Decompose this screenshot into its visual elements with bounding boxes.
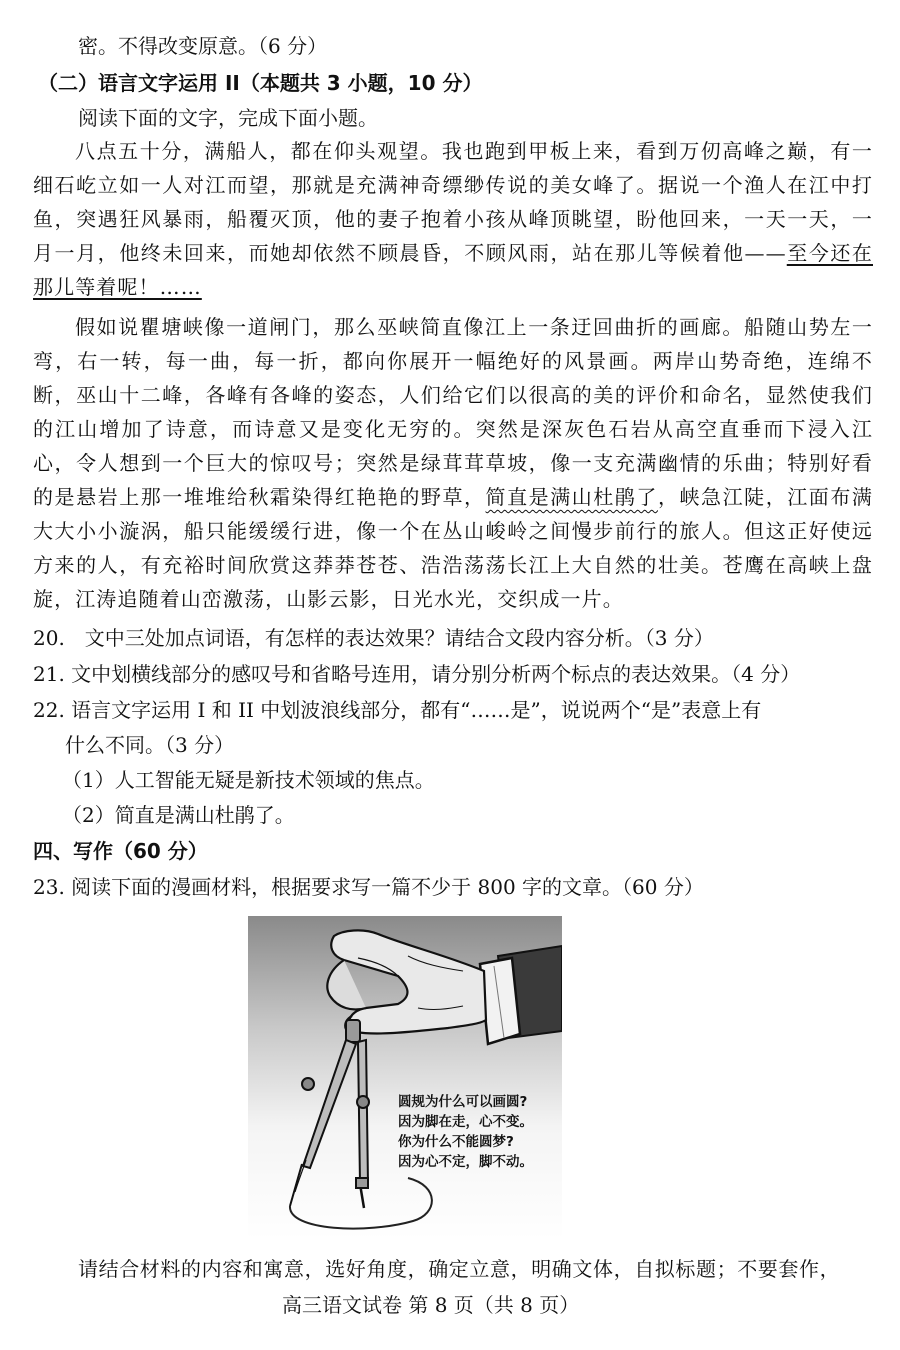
passage-paragraph-2-text-before: 假如说瞿塘峡像一道闸门，那么巫峡简直像江上一条迂回曲折的画廊。船随山势左一弯，右一转，每一曲，每一折，都向你展开一幅绝好的风景画。两岸山势奇绝，连绵不断，巫山十二峰，各峰有各峰的姿态，人们给它们以很高的美的评价和命名，显然使我们的江山增加了诗意，而诗意又是变化无穷的。突然是深灰色石岩从高空直垂而下浸入江心，令人想到一个巨大的惊叹号；突然是绿茸茸草坡，像一支充满幽情的乐曲；特别好看的是悬岩上那一堆堆给秋霜染得红艳艳的野草， <box>33 315 873 509</box>
caption-line-3: 你为什么不能圆梦? <box>398 1134 514 1150</box>
caption-line-1: 圆规为什么可以画圆? <box>398 1094 528 1110</box>
underlined-sentence: 至今还在那儿等着呢！…… <box>33 241 873 299</box>
question-23: 23. 阅读下面的漫画材料，根据要求写一篇不少于 800 字的文章。（60 分） <box>33 875 704 899</box>
top-line: 密。不得改变原意。（6 分） <box>78 34 328 58</box>
question-22-line-1: 22. 语言文字运用 I 和 II 中划波浪线部分，都有“……是”，说说两个“是”表意上有 <box>33 698 762 722</box>
section-4-heading: 四、写作（60 分） <box>33 839 208 863</box>
question-22-item-2: （2）简直是满山杜鹃了。 <box>62 803 295 827</box>
question-21: 21. 文中划横线部分的感叹号和省略号连用，请分别分析两个标点的表达效果。（4 分） <box>33 662 801 686</box>
wavy-underlined-phrase: 简直是满山杜鹃了 <box>485 485 658 509</box>
section-2-heading: （二）语言文字运用 II（本题共 3 小题，10 分） <box>38 71 483 95</box>
page-footer: 高三语文试卷 第 8 页（共 8 页） <box>282 1293 580 1317</box>
compass-cartoon-drawing <box>248 916 562 1240</box>
sleeve-cuff <box>480 946 562 1044</box>
passage-paragraph-1-text: 八点五十分，满船人，都在仰头观望。我也跑到甲板上来，看到万仞高峰之巅，有一细石屹立如一人对江而望，那就是充满神奇缥缈传说的美女峰了。据说一个渔人在江中打鱼，突遇狂风暴雨，船覆灭顶，他的妻子抱着小孩从峰顶眺望，盼他回来，一天一天，一月一月，他终未回来，而她却依然不顾晨昏，不顾风雨，站在那儿等候着他—— <box>33 139 873 265</box>
question-22-item-1: （1）人工智能无疑是新技术领域的焦点。 <box>62 768 435 792</box>
passage-paragraph-2 <box>33 310 873 616</box>
caption-line-4: 因为心不定，脚不动。 <box>398 1154 533 1170</box>
passage-paragraph-1 <box>33 134 873 304</box>
compass-cartoon <box>248 916 562 1240</box>
passage-paragraph-2-text-after: ，峡急江陡，江面布满大大小小漩涡，船只能缓缓行进，像一个在丛山峻岭之间慢步前行的旅人。但这正好使远方来的人，有充裕时间欣赏这莽莽苍苍、浩浩荡荡长江上大自然的壮美。苍鹰在高峡上盘旋，江涛追随着山峦激荡，山影云影，日光水光，交织成一片。 <box>33 485 873 611</box>
writing-requirement-line: 请结合材料的内容和寓意，选好角度，确定立意，明确文体，自拟标题；不要套作， <box>78 1257 841 1281</box>
question-22-line-2: 什么不同。（3 分） <box>65 733 235 757</box>
caption-line-2: 因为脚在走，心不变。 <box>398 1114 533 1130</box>
question-20: 20. 文中三处加点词语，有怎样的表达效果？请结合文段内容分析。（3 分） <box>33 626 714 650</box>
reading-instruction: 阅读下面的文字，完成下面小题。 <box>78 106 378 130</box>
